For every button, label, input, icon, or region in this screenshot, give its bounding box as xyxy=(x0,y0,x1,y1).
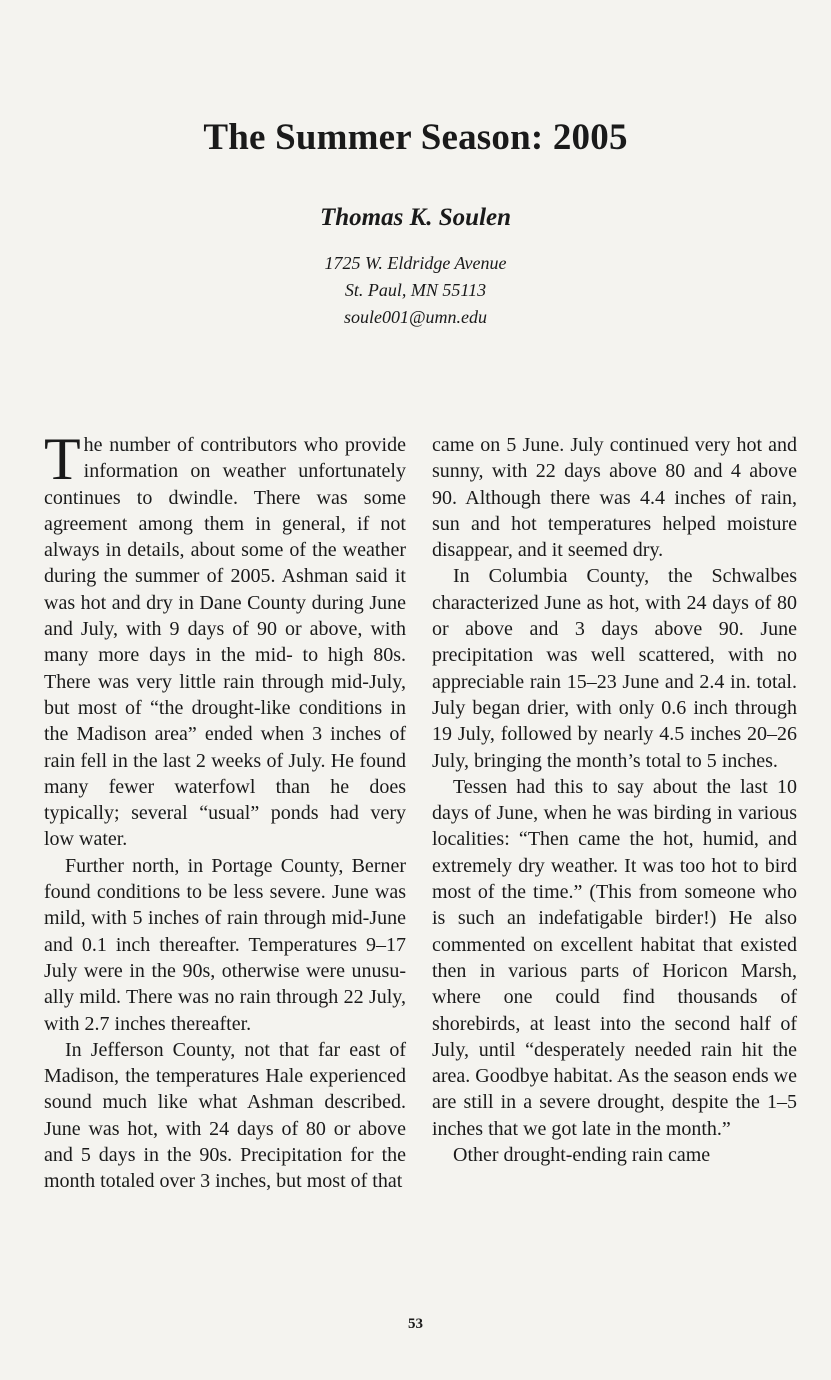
body-paragraph: Other drought-ending rain came xyxy=(453,1144,711,1167)
body-paragraph: came on 5 June. July continued very hot and sunny, with 22 days above 80 and 4 above 90. Although there was 4.4 inches of rain, sun and hot temperatures helped moisture disappear, and it seemed dry. xyxy=(432,434,797,562)
address-city: St. Paul, MN 55113 xyxy=(344,280,487,300)
body-paragraph: In Columbia County, the Schwalbes characterized June as hot, with 24 days of 80 or above and 3 days above 90. June precipitation was well scattered, with no appreciable rain 15–23 June and 2.4 in. total. July began drier, with only 0.6 inch through 19 July, followed by nearly 4.5 inches 20–26 July, bringing the month’s total to 5 inches. xyxy=(432,565,797,772)
body-paragraph: Further north, in Portage County, Berner found conditions to be less severe. June was mild, with 5 inches of rain through mid-June and 0.1 inch thereafter. Temperatures 9–17 July were in the 90s, otherwise were unusually mild. There was no rain through 22 July, with 2.7 inches thereafter. xyxy=(44,854,406,1035)
author-email: soule001@umn.edu xyxy=(343,307,488,327)
author-name: Thomas K. Soulen xyxy=(319,204,512,231)
body-paragraph: In Jefferson County, not that far east of Madison, the temperatures Hale experienced sound much like what Ashman described. June was hot, with 24 days of 80 or above and 5 days in the 90s. Precipitation for the month totaled over 3 inches, but most of that xyxy=(44,1038,406,1193)
paragraph-text: he number of contributors who provide information on weather unfortunately continues to dwindle. There was some agreement among them in general, if not always in details, about some of the weather during the summer of 2005. Ashman said it was hot and dry in Dane County during June and July, with 9 days of 90 or above, with many more days in the mid- to high 80s. There was very little rain through mid-July, but most of “the drought-like conditions in the Madison area” ended when 3 inches of rain fell in the last 2 weeks of July. He found many fewer waterfowl than he does typically; several “usual” ponds had very low water. xyxy=(44,434,406,851)
address-street: 1725 W. Eldridge Avenue xyxy=(324,253,507,273)
author-address xyxy=(0,250,831,331)
right-column xyxy=(432,432,797,1168)
article-title: The Summer Season: 2005 xyxy=(203,117,628,158)
body-paragraph: Tessen had this to say about the last 10 days of June, when he was birding in various localities: “Then came the hot, humid, and extremely dry weather. It was too hot to bird most of the time.” (This from someone who is such an indefatigable birder!) He also commented on excellent habitat that existed then in various parts of Horicon Marsh, where one could find thousands of shorebirds, at least into the second half of July, until “desperately needed rain hit the area. Goodbye habitat. As the season ends we are still in a severe drought, despite the 1–5 inches that we got late in the month.” xyxy=(432,775,797,1140)
page-number: 53 xyxy=(408,1316,423,1332)
body-paragraph xyxy=(44,426,406,853)
drop-cap: T xyxy=(44,426,81,492)
left-column xyxy=(44,426,406,1195)
